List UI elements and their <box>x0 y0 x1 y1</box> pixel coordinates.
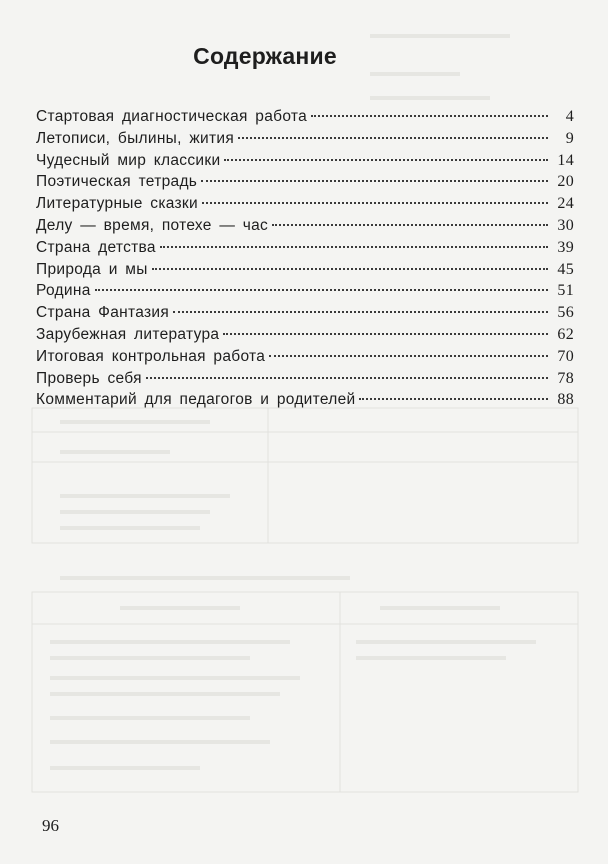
toc-entry-page: 70 <box>557 347 574 365</box>
toc-entry-page: 9 <box>565 129 574 147</box>
dot-leader <box>238 137 548 139</box>
dot-leader <box>311 115 548 117</box>
toc-entry <box>36 368 574 390</box>
toc-entry-title: Комментарий для педагогов и родителей <box>36 391 356 409</box>
toc-entry <box>36 215 574 237</box>
dot-leader <box>173 311 548 313</box>
dot-leader <box>152 268 548 270</box>
page-number: 96 <box>42 816 59 835</box>
toc-entry <box>36 280 574 302</box>
toc-entry-page: 4 <box>565 108 574 125</box>
toc-entry-title: Страна Фантазия <box>36 304 170 322</box>
toc-entry <box>36 259 574 281</box>
toc-entry-page: 56 <box>557 304 574 322</box>
toc-entry <box>36 128 574 150</box>
table-of-contents <box>36 106 574 411</box>
toc-entry-page: 78 <box>557 369 574 387</box>
toc-entry-title: Летописи, былины, жития <box>36 129 235 147</box>
toc-entry-title: Поэтическая тетрадь <box>36 173 198 191</box>
dot-leader <box>359 398 548 400</box>
toc-entry-title: Проверь себя <box>36 369 142 387</box>
toc-entry <box>36 171 574 193</box>
toc-entry-page: 39 <box>557 238 574 256</box>
dot-leader <box>160 246 548 248</box>
toc-entry-title: Родина <box>36 282 91 300</box>
toc-entry <box>36 106 574 128</box>
toc-entry-title: Страна детства <box>36 238 156 256</box>
toc-entry-page: 24 <box>557 195 574 213</box>
toc-entry-title: Природа и мы <box>36 260 148 278</box>
toc-entry <box>36 302 574 324</box>
toc-entry-page: 14 <box>557 151 574 169</box>
dot-leader <box>224 159 548 161</box>
toc-entry <box>36 324 574 346</box>
toc-entry <box>36 150 574 172</box>
dot-leader <box>223 333 548 335</box>
toc-entry-title: Литературные сказки <box>36 195 198 213</box>
toc-entry-page: 45 <box>557 260 574 278</box>
dot-leader <box>202 202 548 204</box>
dot-leader <box>269 355 548 357</box>
toc-entry-title: Стартовая диагностическая работа <box>36 108 308 125</box>
toc-entry-title: Делу — время, потехе — час <box>36 216 269 234</box>
toc-entry-page: 51 <box>557 282 574 300</box>
toc-entry <box>36 237 574 259</box>
toc-entry-page: 62 <box>557 325 574 343</box>
dot-leader <box>272 224 548 226</box>
page-title: Содержание <box>193 43 337 70</box>
dot-leader <box>95 289 548 291</box>
dot-leader <box>201 180 548 182</box>
toc-entry-title: Итоговая контрольная работа <box>36 347 266 365</box>
toc-entry <box>36 389 574 411</box>
toc-entry-title: Зарубежная литература <box>36 325 220 343</box>
toc-entry-page: 88 <box>557 391 574 409</box>
toc-entry-page: 20 <box>557 173 574 191</box>
toc-entry-title: Чудесный мир классики <box>36 151 221 169</box>
dot-leader <box>146 377 548 379</box>
toc-entry <box>36 193 574 215</box>
toc-entry <box>36 346 574 368</box>
toc-entry-page: 30 <box>557 216 574 234</box>
